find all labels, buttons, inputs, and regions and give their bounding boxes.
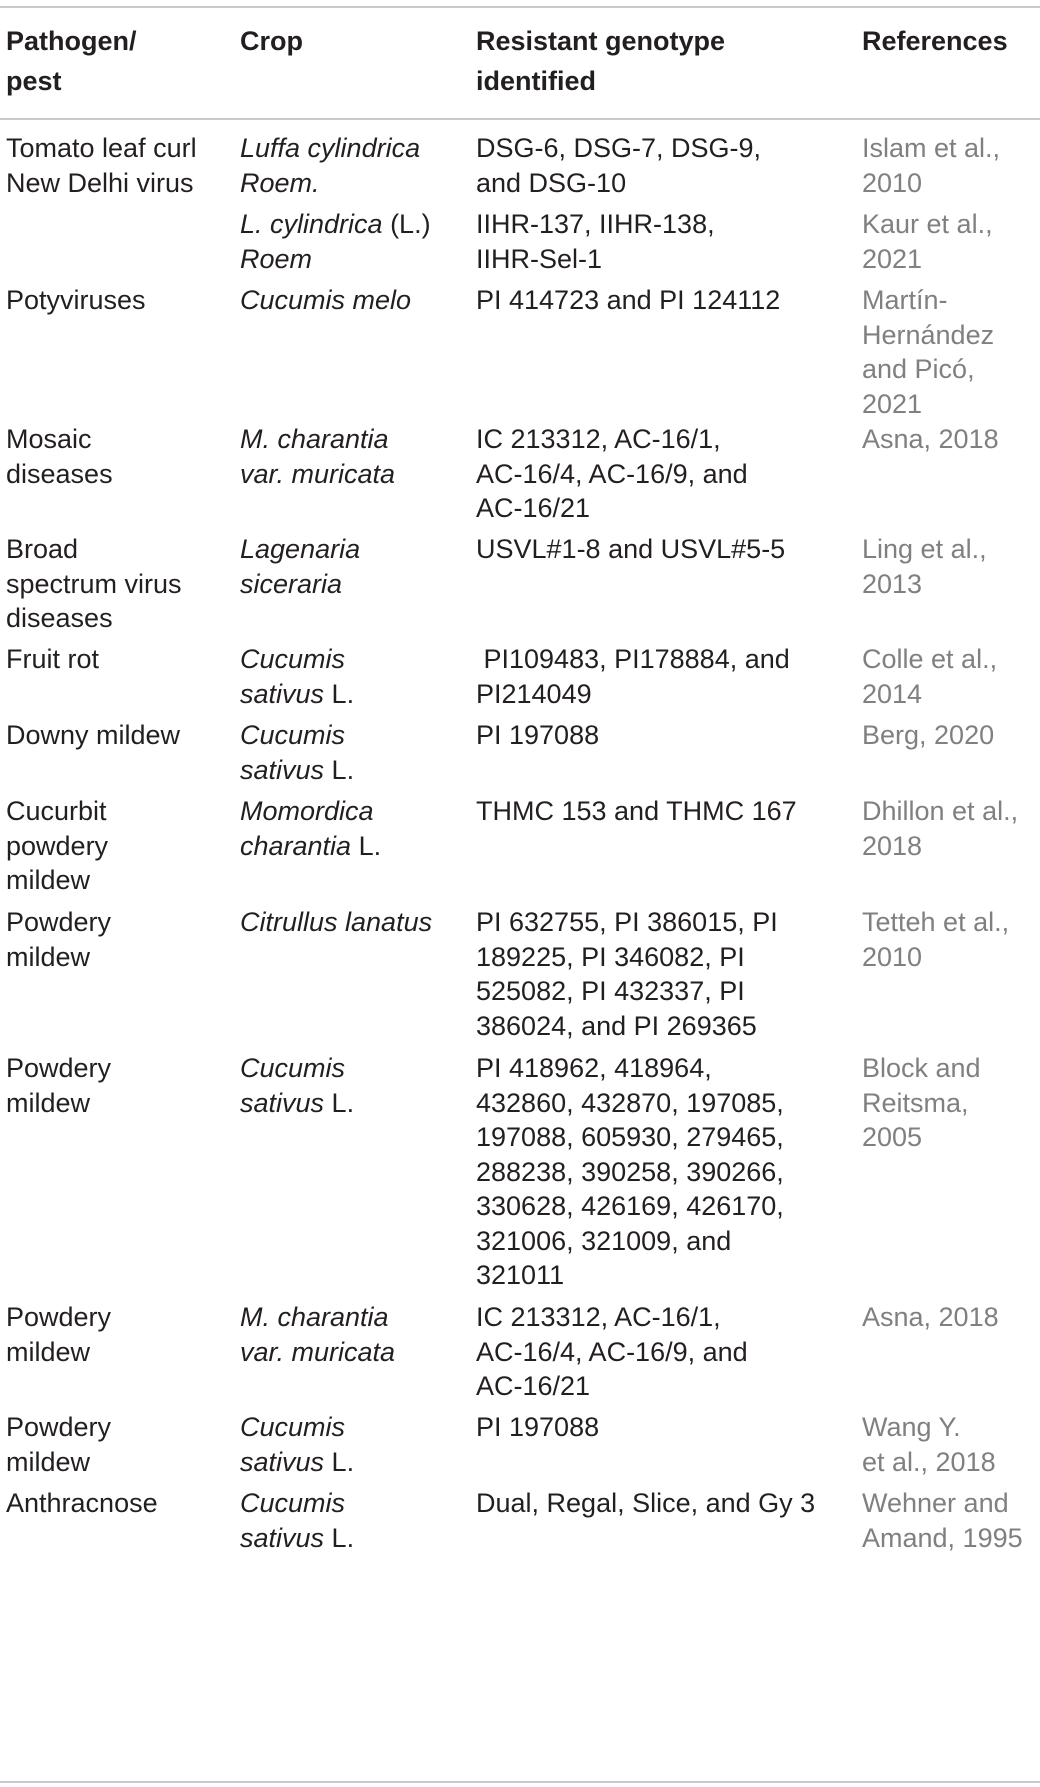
- crop-plain: L.: [324, 754, 355, 785]
- pathogen-line: Anthracnose: [6, 1488, 158, 1518]
- reference-line: Wang Y.: [862, 1412, 961, 1442]
- crop-line: [240, 283, 470, 318]
- genotype-line: IC 213312, AC-16/1,: [476, 424, 721, 454]
- cell-reference: [862, 422, 1040, 457]
- crop-line: [240, 829, 470, 864]
- cell-reference: [862, 207, 1040, 276]
- crop-italic: Luffa cylindrica: [240, 133, 421, 163]
- reference-line: Block and: [862, 1053, 981, 1083]
- genotype-line: PI 418962, 418964,: [476, 1053, 712, 1083]
- pathogen-line: diseases: [6, 458, 113, 489]
- reference-line: Wehner and: [862, 1488, 1009, 1518]
- genotype-line: PI 197088: [476, 720, 600, 750]
- genotype-line: 197088, 605930, 279465,: [476, 1122, 784, 1152]
- pathogen-line: Cucurbit: [6, 796, 107, 826]
- cell-crop: [240, 642, 470, 711]
- crop-line: [240, 567, 470, 602]
- crop-italic: Citrullus lanatus: [240, 907, 433, 937]
- crop-line: [240, 1051, 470, 1086]
- reference-line: Reitsma,: [862, 1087, 969, 1118]
- crop-line: [240, 1486, 470, 1521]
- cell-genotype: [476, 1486, 846, 1521]
- genotype-line: 525082, PI 432337, PI: [476, 976, 745, 1006]
- pathogen-line: Powdery: [6, 1412, 112, 1442]
- crop-line: [240, 642, 470, 677]
- reference-line: 2021: [862, 243, 923, 274]
- crop-italic: Momordica: [240, 796, 374, 826]
- genotype-line: IIHR-137, IIHR-138,: [476, 209, 715, 239]
- cell-reference: [862, 905, 1040, 974]
- reference-line: Tetteh et al.,: [862, 907, 1010, 937]
- crop-italic: M. charantia: [240, 1302, 389, 1332]
- cell-genotype: [476, 718, 846, 753]
- genotype-line: AC-16/4, AC-16/9, and: [476, 458, 748, 489]
- cell-pathogen: [6, 422, 231, 491]
- cell-reference: [862, 1300, 1040, 1335]
- crop-italic: Cucumis: [240, 644, 346, 674]
- cell-reference: [862, 283, 1040, 421]
- pathogen-line: Fruit rot: [6, 644, 100, 674]
- genotype-line: 321006, 321009, and: [476, 1225, 732, 1256]
- crop-italic: Cucumis melo: [240, 285, 412, 315]
- crop-italic: var. muricata: [240, 458, 396, 489]
- cell-reference: [862, 1410, 1040, 1479]
- cell-reference: [862, 532, 1040, 601]
- genotype-line: USVL#1-8 and USVL#5-5: [476, 534, 786, 564]
- cell-pathogen: [6, 794, 231, 898]
- crop-italic: Cucumis: [240, 720, 346, 750]
- crop-italic: sativus: [240, 1522, 325, 1553]
- crop-plain: (L.): [382, 209, 431, 239]
- pathogen-line: Downy mildew: [6, 720, 181, 750]
- cell-crop: [240, 1051, 470, 1120]
- crop-italic: charantia: [240, 830, 352, 861]
- header-pathogen-line2: pest: [6, 65, 62, 96]
- reference-line: Berg, 2020: [862, 720, 995, 750]
- crop-plain: L.: [324, 1087, 355, 1118]
- pathogen-line: spectrum virus: [6, 568, 182, 599]
- cell-genotype: [476, 532, 846, 567]
- crop-italic: L. cylindrica: [240, 209, 383, 239]
- crop-line: [240, 532, 470, 567]
- genotype-line: 386024, and PI 269365: [476, 1010, 757, 1041]
- cell-crop: [240, 1300, 470, 1369]
- genotype-line: Dual, Regal, Slice, and Gy 3: [476, 1488, 816, 1518]
- crop-line: [240, 753, 470, 788]
- genotype-line: AC-16/21: [476, 493, 591, 523]
- crop-italic: Cucumis: [240, 1053, 346, 1083]
- genotype-line: 330628, 426169, 426170,: [476, 1191, 784, 1221]
- reference-line: 2010: [862, 167, 923, 198]
- cell-crop: [240, 1486, 470, 1555]
- cell-pathogen: [6, 1486, 231, 1521]
- reference-line: Kaur et al.,: [862, 209, 993, 239]
- reference-line: Asna, 2018: [862, 1302, 999, 1332]
- pathogen-line: powdery: [6, 830, 109, 861]
- table-header-rule: [0, 118, 1040, 120]
- genotype-line: 189225, PI 346082, PI: [476, 941, 745, 972]
- reference-line: 2013: [862, 568, 923, 599]
- table-top-rule: [0, 6, 1040, 8]
- cell-pathogen: [6, 905, 231, 974]
- pathogen-line: mildew: [6, 1087, 91, 1118]
- pathogen-line: mildew: [6, 1446, 91, 1477]
- cell-crop: [240, 422, 470, 491]
- pathogen-line: Mosaic: [6, 424, 92, 454]
- genotype-line: PI 414723 and PI 124112: [476, 285, 781, 315]
- crop-line: [240, 457, 470, 492]
- header-crop: Crop: [240, 26, 303, 56]
- crop-italic: Cucumis: [240, 1412, 346, 1442]
- cell-genotype: [476, 131, 846, 200]
- cell-crop: [240, 1410, 470, 1479]
- pathogen-line: Broad: [6, 534, 79, 564]
- crop-italic: Roem.: [240, 167, 320, 198]
- header-pathogen: [6, 22, 231, 101]
- pathogen-line: mildew: [6, 941, 91, 972]
- cell-pathogen: [6, 1051, 231, 1120]
- cell-genotype: [476, 1410, 846, 1445]
- crop-line: [240, 718, 470, 753]
- cell-reference: [862, 794, 1040, 863]
- crop-line: [240, 422, 470, 457]
- cell-pathogen: [6, 1300, 231, 1369]
- cell-genotype: [476, 1051, 846, 1293]
- cell-crop: [240, 794, 470, 863]
- genotype-line: AC-16/4, AC-16/9, and: [476, 1336, 748, 1367]
- crop-line: [240, 1410, 470, 1445]
- reference-line: 2010: [862, 941, 923, 972]
- reference-line: Hernández: [862, 319, 995, 350]
- genotype-line: 321011: [476, 1260, 565, 1290]
- crop-italic: Lagenaria: [240, 534, 361, 564]
- genotype-line: IIHR-Sel-1: [476, 243, 603, 274]
- header-genotype: [476, 22, 846, 101]
- crop-italic: sativus: [240, 1446, 325, 1477]
- reference-line: 2018: [862, 830, 923, 861]
- pathogen-line: Powdery: [6, 1302, 112, 1332]
- cell-pathogen: [6, 1410, 231, 1479]
- pathogen-line: mildew: [6, 1336, 91, 1367]
- cell-crop: [240, 905, 470, 940]
- crop-line: [240, 207, 470, 242]
- crop-italic: sativus: [240, 678, 325, 709]
- genotype-line: THMC 153 and THMC 167: [476, 796, 797, 826]
- cell-reference: [862, 642, 1040, 711]
- cell-crop: [240, 283, 470, 318]
- cell-pathogen: [6, 532, 231, 636]
- cell-genotype: [476, 905, 846, 1043]
- cell-crop: [240, 207, 470, 276]
- genotype-line: and DSG-10: [476, 167, 627, 198]
- reference-line: Asna, 2018: [862, 424, 999, 454]
- crop-line: [240, 905, 470, 940]
- reference-line: 2014: [862, 678, 923, 709]
- crop-italic: var. muricata: [240, 1336, 396, 1367]
- reference-line: and Picó,: [862, 354, 975, 384]
- cell-pathogen: [6, 642, 231, 677]
- reference-line: Martín-: [862, 285, 948, 315]
- crop-italic: siceraria: [240, 568, 343, 599]
- cell-pathogen: [6, 283, 231, 318]
- genotype-line: AC-16/21: [476, 1371, 591, 1401]
- pathogen-line: Powdery: [6, 907, 112, 937]
- cell-reference: [862, 1051, 1040, 1155]
- reference-line: 2021: [862, 388, 923, 419]
- header-genotype-line1: Resistant genotype: [476, 26, 726, 56]
- cell-genotype: [476, 794, 846, 829]
- crop-plain: L.: [324, 1522, 355, 1553]
- crop-line: [240, 1445, 470, 1480]
- crop-italic: sativus: [240, 1087, 325, 1118]
- crop-italic: Roem: [240, 243, 313, 274]
- pathogen-line: Powdery: [6, 1053, 112, 1083]
- reference-line: Islam et al.,: [862, 133, 1001, 163]
- crop-italic: Cucumis: [240, 1488, 346, 1518]
- reference-line: Colle et al.,: [862, 644, 998, 674]
- cell-crop: [240, 131, 470, 200]
- crop-plain: L.: [324, 678, 355, 709]
- cell-crop: [240, 718, 470, 787]
- genotype-line: PI214049: [476, 678, 592, 709]
- crop-line: [240, 131, 470, 166]
- crop-line: [240, 1300, 470, 1335]
- genotype-line: DSG-6, DSG-7, DSG-9,: [476, 133, 762, 163]
- genotype-line: PI 197088: [476, 1412, 600, 1442]
- reference-line: Dhillon et al.,: [862, 796, 1019, 826]
- reference-line: et al., 2018: [862, 1446, 996, 1477]
- cell-genotype: [476, 1300, 846, 1404]
- genotype-line: 288238, 390258, 390266,: [476, 1156, 784, 1187]
- crop-line: [240, 242, 470, 277]
- reference-line: Ling et al.,: [862, 534, 987, 564]
- cell-reference: [862, 718, 1040, 753]
- pathogen-line: New Delhi virus: [6, 167, 194, 198]
- cell-genotype: [476, 207, 846, 276]
- cell-pathogen: [6, 718, 231, 753]
- crop-line: [240, 1335, 470, 1370]
- reference-line: 2005: [862, 1122, 923, 1152]
- pathogen-line: Tomato leaf curl: [6, 133, 197, 163]
- header-pathogen-line1: Pathogen/: [6, 26, 137, 56]
- pathogen-line: diseases: [6, 603, 113, 633]
- genotype-line: PI 632755, PI 386015, PI: [476, 907, 778, 937]
- table-bottom-rule: [0, 1781, 1040, 1783]
- reference-line: Amand, 1995: [862, 1522, 1023, 1553]
- cell-crop: [240, 532, 470, 601]
- genotype-line: PI109483, PI178884, and: [476, 644, 790, 674]
- crop-line: [240, 794, 470, 829]
- genotype-line: IC 213312, AC-16/1,: [476, 1302, 721, 1332]
- crop-line: [240, 1086, 470, 1121]
- crop-italic: M. charantia: [240, 424, 389, 454]
- genotype-line: 432860, 432870, 197085,: [476, 1087, 784, 1118]
- pathogen-line: mildew: [6, 865, 91, 895]
- crop-line: [240, 1521, 470, 1556]
- cell-pathogen: [6, 131, 231, 200]
- crop-plain: L.: [351, 830, 382, 861]
- crop-line: [240, 677, 470, 712]
- crop-line: [240, 166, 470, 201]
- cell-reference: [862, 1486, 1040, 1555]
- header-genotype-line2: identified: [476, 65, 596, 96]
- crop-italic: sativus: [240, 754, 325, 785]
- crop-plain: L.: [324, 1446, 355, 1477]
- pathogen-line: Potyviruses: [6, 285, 146, 315]
- cell-genotype: [476, 283, 846, 318]
- cell-reference: [862, 131, 1040, 200]
- cell-genotype: [476, 422, 846, 526]
- header-references: References: [862, 26, 1008, 56]
- cell-genotype: [476, 642, 846, 711]
